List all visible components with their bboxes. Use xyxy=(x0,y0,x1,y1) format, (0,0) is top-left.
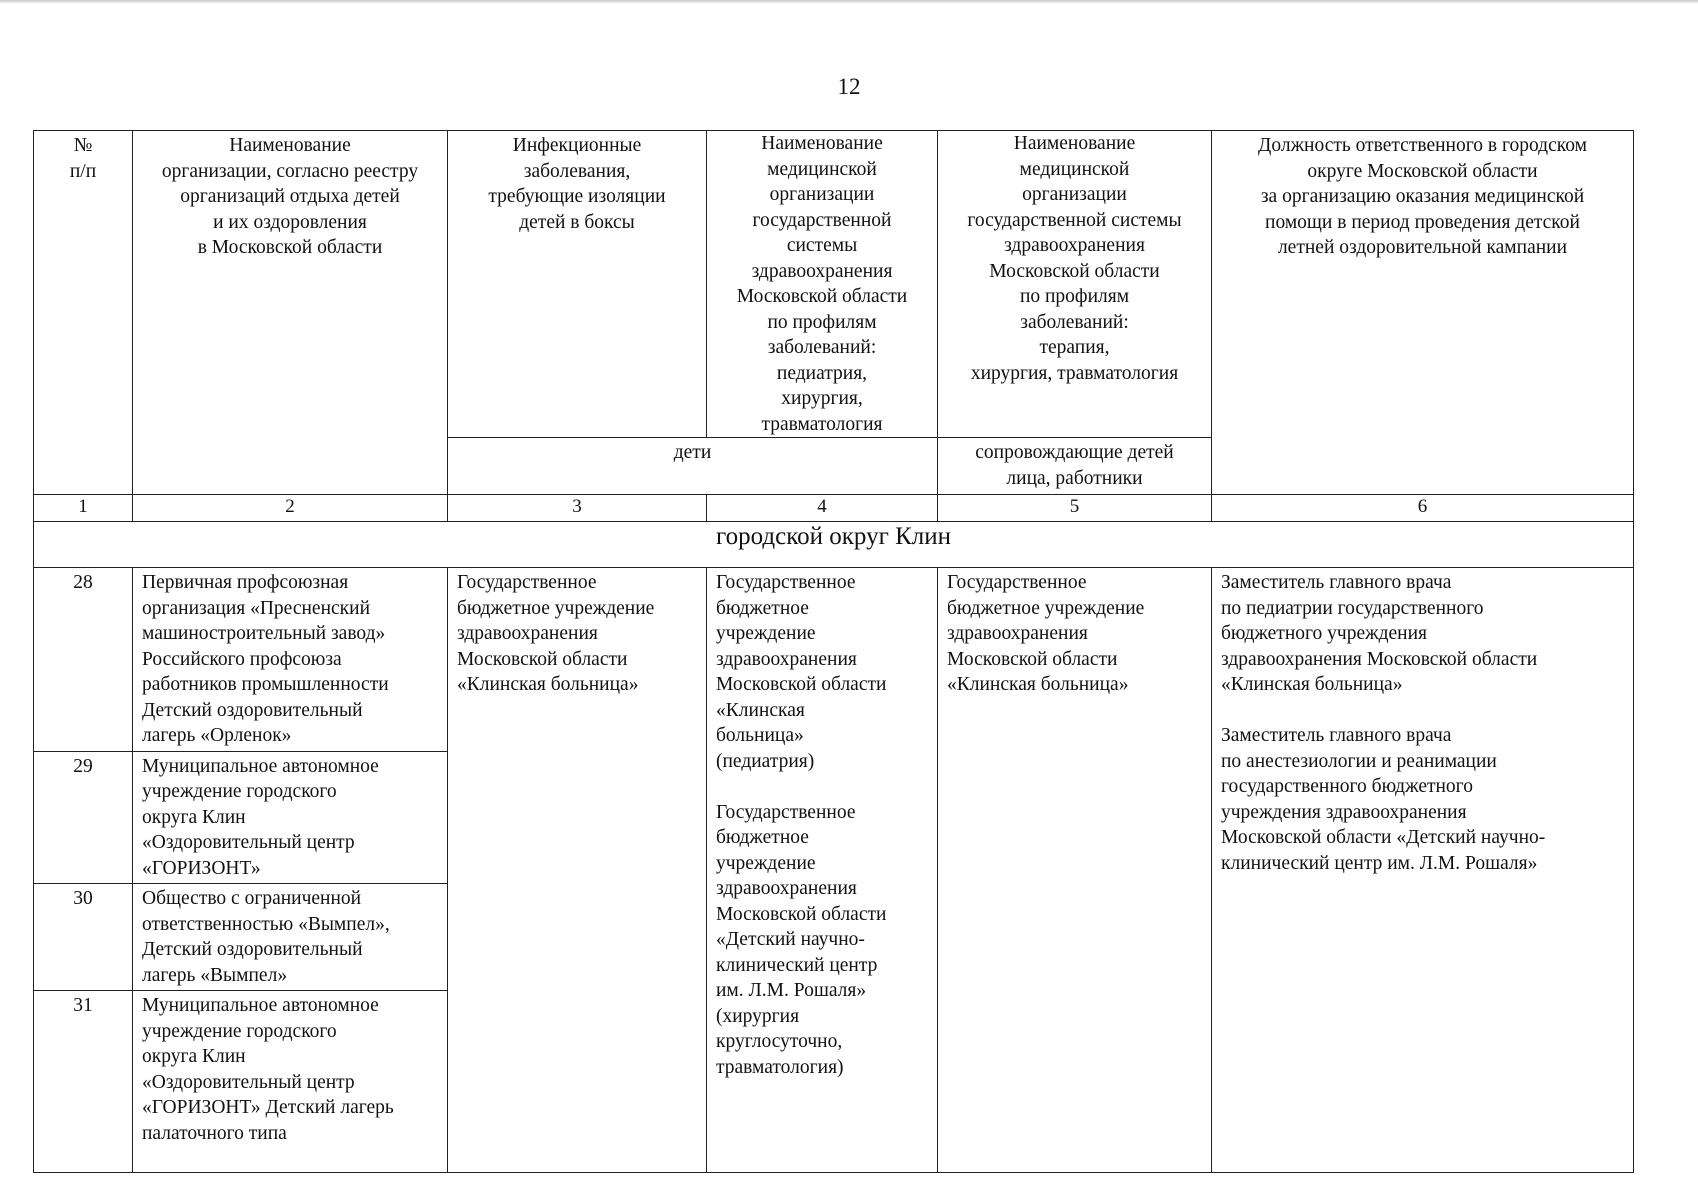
header-responsible: Должность ответственного в городском округе Московской области за организацию оказания медицинской помощи в период проведения детской летней оздоровительной кампании xyxy=(1212,131,1634,495)
responsible-officials: Заместитель главного врача по педиатрии государственного бюджетного учреждения здравоохранения Московской области «Клинская больница» Заместитель главного врача по анестезиологии и реанимации государственного бюджетного учреждения здравоохранения Московской области «Детский научно- клинический центр им. Л.М. Рошаля» xyxy=(1212,568,1634,1173)
table-row xyxy=(34,568,1634,752)
subheader-children: дети xyxy=(448,438,938,495)
row-number: 31 xyxy=(34,991,133,1173)
header-organization: Наименование организации, согласно реестру организаций отдыха детей и их оздоровления в Московской области xyxy=(133,131,448,495)
row-number: 30 xyxy=(34,884,133,991)
organization-name: Общество с ограниченной ответственностью «Вымпел», Детский оздоровительный лагерь «Вымпел» xyxy=(133,884,448,991)
column-number: 2 xyxy=(133,495,448,522)
row-number: 29 xyxy=(34,751,133,884)
organization-name: Муниципальное автономное учреждение городского округа Клин «Оздоровительный центр «ГОРИЗОНТ» Детский лагерь палаточного типа xyxy=(133,991,448,1173)
header-infectious: Инфекционные заболевания, требующие изоляции детей в боксы xyxy=(448,131,707,438)
column-number: 4 xyxy=(707,495,938,522)
organization-name: Муниципальное автономное учреждение городского округа Клин «Оздоровительный центр «ГОРИЗОНТ» xyxy=(133,751,448,884)
header-num: № п/п xyxy=(34,131,133,495)
column-number: 1 xyxy=(34,495,133,522)
section-row xyxy=(34,522,1634,568)
header-row xyxy=(34,131,1634,438)
column-number: 3 xyxy=(448,495,707,522)
infectious-hospital: Государственное бюджетное учреждение здравоохранения Московской области «Клинская больница» xyxy=(448,568,707,1173)
column-number: 5 xyxy=(938,495,1212,522)
pediatric-hospitals: Государственное бюджетное учреждение здравоохранения Московской области «Клинская больница» (педиатрия) Государственное бюджетное учреждение здравоохранения Московской области «Детский научно- клинический центр им. Л.М. Рошаля» (хирургия круглосуточно, травматология) xyxy=(707,568,938,1173)
subheader-escorts: сопровождающие детей лица, работники xyxy=(938,438,1212,495)
header-pediatric-org: Наименование медицинской организации государственной системы здравоохранения Московской области по профилям заболеваний: педиатрия, хирургия, травматология xyxy=(707,131,938,438)
row-number: 28 xyxy=(34,568,133,752)
section-title: городской округ Клин xyxy=(34,522,1634,568)
therapy-hospital: Государственное бюджетное учреждение здравоохранения Московской области «Клинская больница» xyxy=(938,568,1212,1173)
medical-assignment-table xyxy=(33,130,1634,1173)
column-number: 6 xyxy=(1212,495,1634,522)
organization-name: Первичная профсоюзная организация «Пресненский машиностроительный завод» Российского профсоюза работников промышленности Детский оздоровительный лагерь «Орленок» xyxy=(133,568,448,752)
scan-edge xyxy=(0,0,1698,4)
header-therapy-org: Наименование медицинской организации государственной системы здравоохранения Московской области по профилям заболеваний: терапия, хирургия, травматология xyxy=(938,131,1212,438)
page-number: 12 xyxy=(837,74,861,99)
column-number-row xyxy=(34,495,1634,522)
